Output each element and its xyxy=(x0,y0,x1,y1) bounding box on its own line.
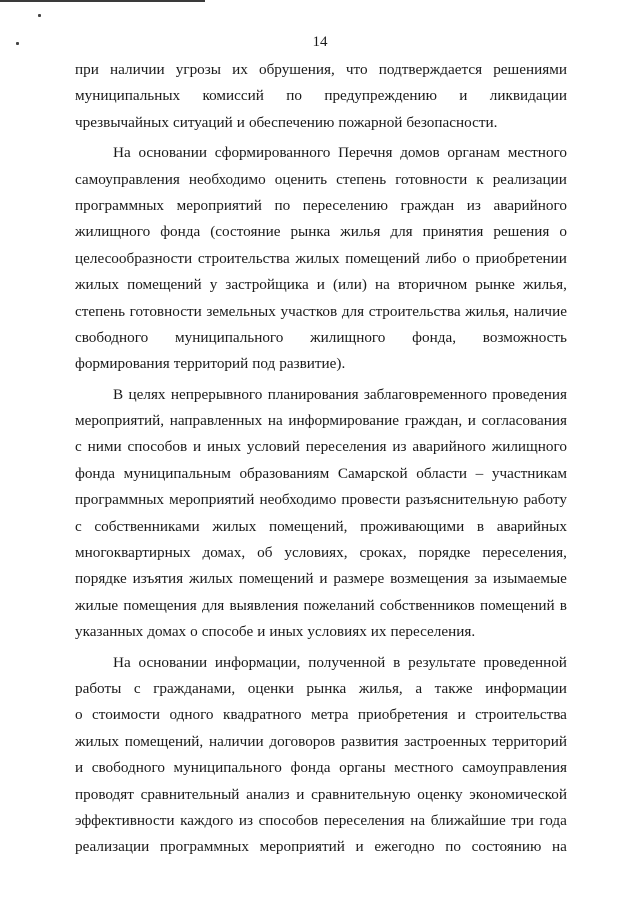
scan-speck xyxy=(38,14,41,17)
text-line: эффективности каждого из способов переселения на ближайшие три года xyxy=(75,811,567,829)
text-line: программных мероприятий по переселению граждан из аварийного xyxy=(75,196,567,214)
text-line: муниципальных комиссий по предупреждению и ликвидации xyxy=(75,87,567,105)
text-line: с ними способов и иных условий переселения из аварийного жилищного xyxy=(75,438,567,456)
text-line: фонда муниципальным образованиям Самарской области – участникам xyxy=(75,464,567,482)
text-line: работы с гражданами, оценки рынка жилья, а также информации xyxy=(75,679,567,697)
text-line: формирования территорий под развитие). xyxy=(75,355,346,373)
paragraph xyxy=(75,650,567,861)
text-line: порядке изъятия жилых помещений и размере возмещения за изымаемые xyxy=(75,570,567,588)
text-line: жилых помещений у застройщика и (или) на вторичном рынке жилья, xyxy=(75,276,567,294)
page-number: 14 xyxy=(312,34,328,50)
text-line: жилищного фонда (состояние рынка жилья для принятия решения о xyxy=(75,223,567,241)
text-line: В целях непрерывного планирования заблаговременного проведения xyxy=(113,385,567,403)
text-line: целесообразности строительства жилых помещений либо о приобретении xyxy=(75,249,567,267)
text-line: многоквартирных домах, об условиях, сроках, порядке переселения, xyxy=(75,544,567,562)
text-line: о стоимости одного квадратного метра приобретения и строительства xyxy=(75,706,567,724)
document-body xyxy=(75,57,567,861)
paragraph xyxy=(75,140,567,378)
scan-edge-mark xyxy=(0,0,205,2)
text-line: с собственниками жилых помещений, проживающими в аварийных xyxy=(75,517,567,535)
text-line: жилые помещения для выявления пожеланий собственников помещений в xyxy=(75,596,567,614)
text-line: На основании информации, полученной в результате проведенной xyxy=(113,653,567,671)
text-line: программных мероприятий необходимо провести разъяснительную работу xyxy=(75,491,567,509)
text-line: жилых помещений, наличии договоров развития застроенных территорий xyxy=(75,732,567,750)
text-line: самоуправления необходимо оценить степень готовности к реализации xyxy=(75,170,567,188)
text-line: чрезвычайных ситуаций и обеспечению пожарной безопасности. xyxy=(75,113,498,131)
text-line: проводят сравнительный анализ и сравнительную оценку экономической xyxy=(75,785,567,803)
paragraph xyxy=(75,57,567,136)
text-line: мероприятий, направленных на информирование граждан, и согласования xyxy=(75,412,567,430)
text-line: и свободного муниципального фонда органы местного самоуправления xyxy=(75,759,567,777)
paragraph xyxy=(75,382,567,646)
text-line: свободного муниципального жилищного фонда, возможность xyxy=(75,328,567,346)
text-line: На основании сформированного Перечня домов органам местного xyxy=(113,144,567,162)
text-line: реализации программных мероприятий и ежегодно по состоянию на xyxy=(75,838,567,856)
text-line: при наличии угрозы их обрушения, что подтверждается решениями xyxy=(75,61,567,78)
text-line: указанных домах о способе и иных условиях их переселения. xyxy=(75,623,476,641)
text-line: степень готовности земельных участков для строительства жилья, наличие xyxy=(75,302,567,320)
